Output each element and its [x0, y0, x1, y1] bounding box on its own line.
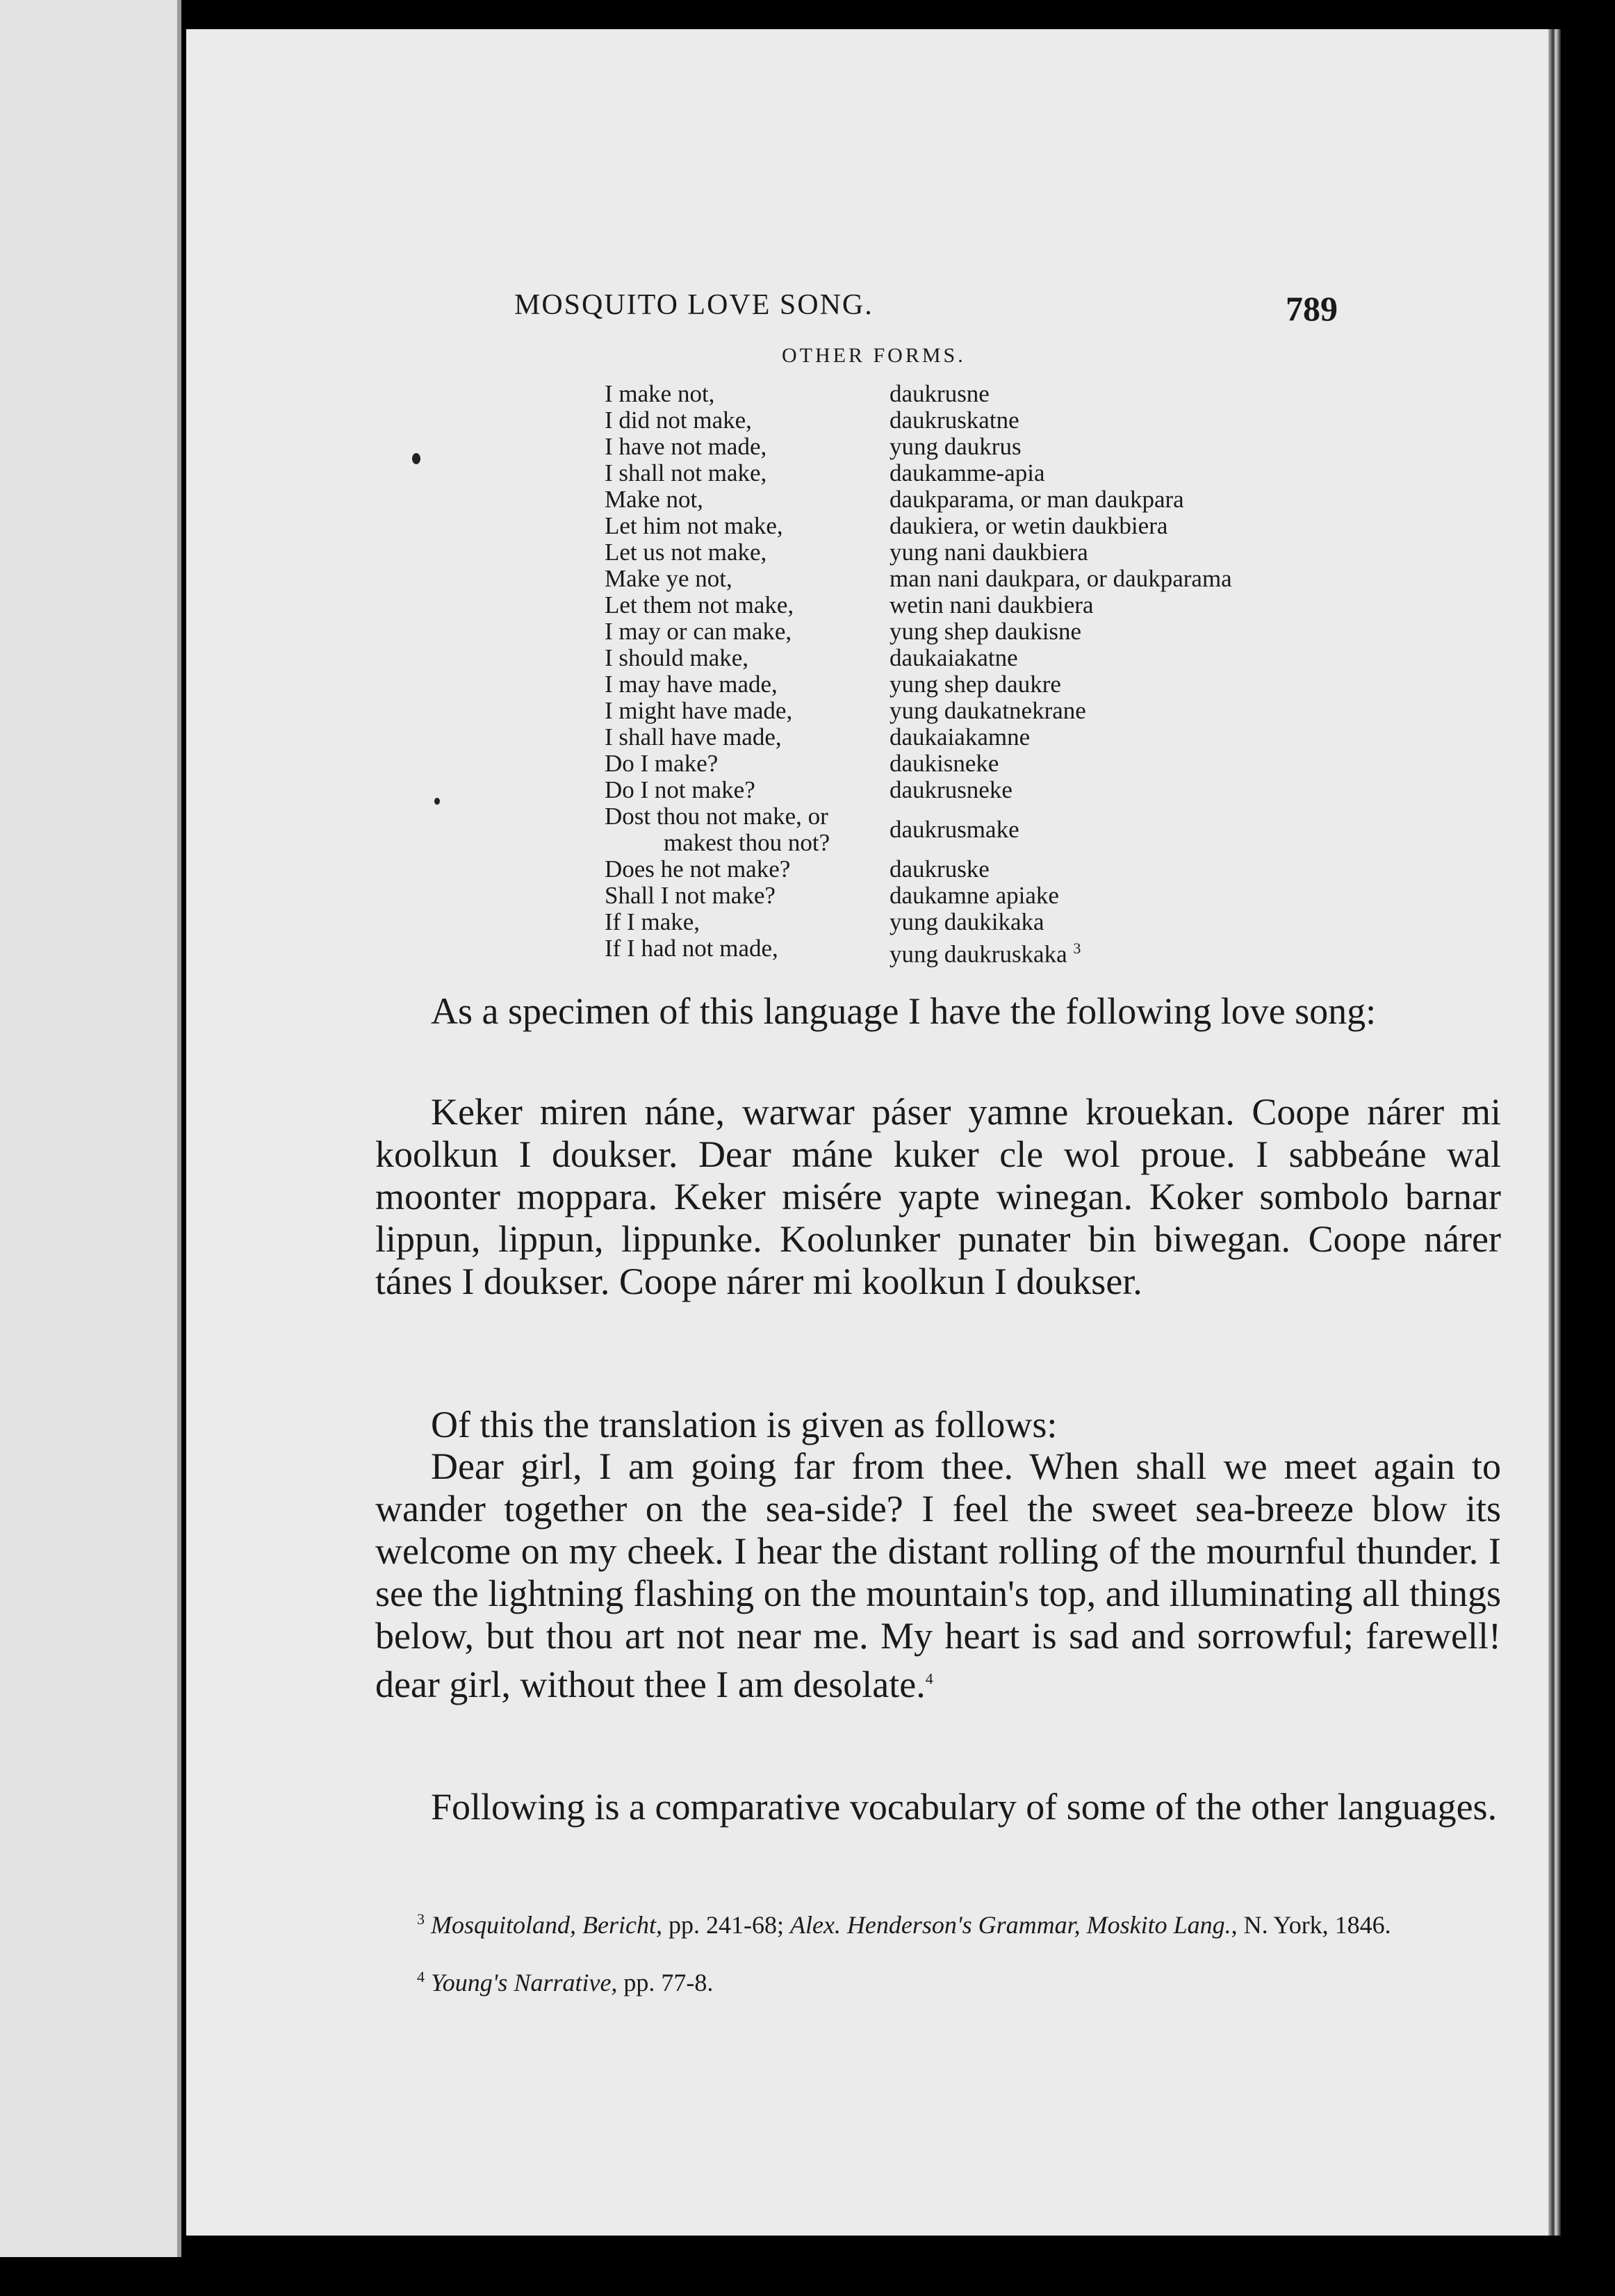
english-form: I have not made,	[605, 433, 767, 460]
footnote-text: , N. York, 1846.	[1231, 1911, 1391, 1939]
footnote-title: Young's Narrative,	[431, 1969, 618, 1996]
table-row	[605, 751, 1369, 777]
mosquito-form: yung shep daukisne	[890, 618, 1082, 645]
english-form: I may or can make,	[605, 618, 792, 645]
table-row	[605, 777, 1369, 803]
scan-border	[0, 2257, 1615, 2296]
mosquito-form: yung nani daukbiera	[890, 539, 1088, 566]
table-row	[605, 407, 1369, 434]
footnote-title: Mosquitoland, Bericht,	[431, 1911, 662, 1939]
english-form: Make not,	[605, 486, 703, 513]
table-row	[605, 935, 1369, 968]
page-number: 789	[1286, 289, 1338, 328]
translation-text: Dear girl, I am going far from thee. When shall we meet again to wander together on the sea-side? I feel the sweet sea-breeze blow its welcome on my cheek. I hear the distant rolling of the mournful thunder. I see the lightning flashing on the mountain's top, and illuminating all things below, but thou art not near me. My heart is sad and sorrowful; farewell! dear girl, without thee I am desolate.	[375, 1445, 1501, 1705]
ink-speck	[434, 798, 440, 805]
footnote-text: pp. 77-8.	[617, 1969, 714, 1996]
facing-page-edge	[0, 0, 181, 2296]
table-row	[605, 618, 1369, 645]
love-song-paragraph: Keker miren náne, warwar páser yamne krouekan. Coope nárer mi koolkun I doukser. Dear máne kuker cle wol proue. I sabbeáne wal moonter moppara. Keker misére yapte winegan. Koker sombolo barnar lippun, lippun, lippunke. Koolunker punater bin biwegan. Coope nárer tánes I doukser. Coope nárer mi koolkun I doukser.	[375, 1091, 1501, 1302]
english-form: Let him not make,	[605, 512, 783, 539]
english-form: I shall have made,	[605, 723, 782, 751]
english-form: If I had not made,	[605, 935, 778, 962]
english-form: Shall I not make?	[605, 882, 776, 909]
mosquito-form: yung daukrus	[890, 433, 1022, 460]
english-form: I might have made,	[605, 697, 793, 724]
footnote-number: 3	[417, 1910, 425, 1928]
mosquito-form: daukruskatne	[890, 407, 1019, 434]
following-paragraph: Following is a comparative vocabulary of some of the other languages.	[431, 1786, 1498, 1828]
footnote-title: Alex. Henderson's Grammar, Moskito Lang.	[789, 1911, 1231, 1939]
ink-speck	[412, 453, 420, 464]
table-row	[605, 909, 1369, 935]
footnote-3	[375, 1905, 1501, 1939]
mosquito-form: daukaiakatne	[890, 644, 1018, 671]
english-form: Does he not make?	[605, 855, 791, 883]
table-row	[605, 434, 1369, 460]
mosquito-form: man nani daukpara, or daukparama	[890, 565, 1232, 592]
table-row	[605, 883, 1369, 909]
table-row	[605, 566, 1369, 592]
mosquito-form-text: yung daukruskaka	[890, 940, 1067, 968]
english-form: I shall not make,	[605, 459, 767, 486]
table-row	[605, 486, 1369, 513]
english-form: Do I not make?	[605, 776, 755, 803]
table-row	[605, 539, 1369, 566]
mosquito-form: daukamne apiake	[890, 882, 1059, 909]
table-row	[605, 698, 1369, 724]
footnote-4	[375, 1963, 1501, 1996]
mosquito-form: yung daukikaka	[890, 908, 1044, 935]
translation-intro: Of this the translation is given as follows:	[431, 1404, 1058, 1445]
table-row	[605, 645, 1369, 671]
table-row	[605, 671, 1369, 698]
footnote-text: pp. 241-68;	[662, 1911, 790, 1939]
english-form	[605, 803, 890, 856]
table-row	[605, 856, 1369, 883]
mosquito-form: daukamme-apia	[890, 459, 1045, 486]
english-form: If I make,	[605, 908, 700, 935]
page-header	[188, 261, 1355, 328]
mosquito-form: daukrusmake	[890, 816, 1019, 843]
footnote-ref: 3	[1073, 940, 1081, 957]
intro-paragraph: As a specimen of this language I have the following love song:	[431, 990, 1377, 1032]
mosquito-form: daukaiakamne	[890, 723, 1031, 751]
english-form: Let us not make,	[605, 539, 767, 566]
footnote-number: 4	[417, 1968, 425, 1985]
mosquito-form: daukisneke	[890, 750, 999, 777]
mosquito-form	[890, 935, 1081, 968]
table-row	[605, 592, 1369, 618]
mosquito-form: wetin nani daukbiera	[890, 591, 1094, 618]
table-row	[605, 724, 1369, 751]
footnote-ref: 4	[925, 1670, 933, 1687]
english-form-line: Dost thou not make, or	[605, 803, 828, 830]
running-head: MOSQUITO LOVE SONG.	[514, 289, 874, 321]
table-row	[605, 513, 1369, 539]
verb-forms-table	[605, 380, 1369, 968]
mosquito-form: daukiera, or wetin daukbiera	[890, 512, 1168, 539]
mosquito-form: daukruske	[890, 855, 990, 883]
table-row	[605, 460, 1369, 486]
english-form-line: makest thou not?	[664, 829, 830, 856]
table-row	[605, 381, 1369, 407]
mosquito-form: daukrusneke	[890, 776, 1013, 803]
english-form: I should make,	[605, 644, 749, 671]
mosquito-form: daukrusne	[890, 380, 990, 407]
table-row	[605, 803, 1369, 856]
mosquito-form: yung daukatnekrane	[890, 697, 1086, 724]
english-form: Let them not make,	[605, 591, 794, 618]
english-form: I make not,	[605, 380, 715, 407]
english-form: Do I make?	[605, 750, 719, 777]
english-form: I did not make,	[605, 407, 752, 434]
english-form: Make ye not,	[605, 565, 732, 592]
english-form: I may have made,	[605, 671, 778, 698]
forms-title: OTHER FORMS.	[782, 344, 966, 367]
translation-paragraph	[375, 1445, 1501, 1706]
mosquito-form: yung shep daukre	[890, 671, 1061, 698]
mosquito-form: daukparama, or man daukpara	[890, 486, 1184, 513]
page-stack-edge	[1548, 29, 1561, 2236]
